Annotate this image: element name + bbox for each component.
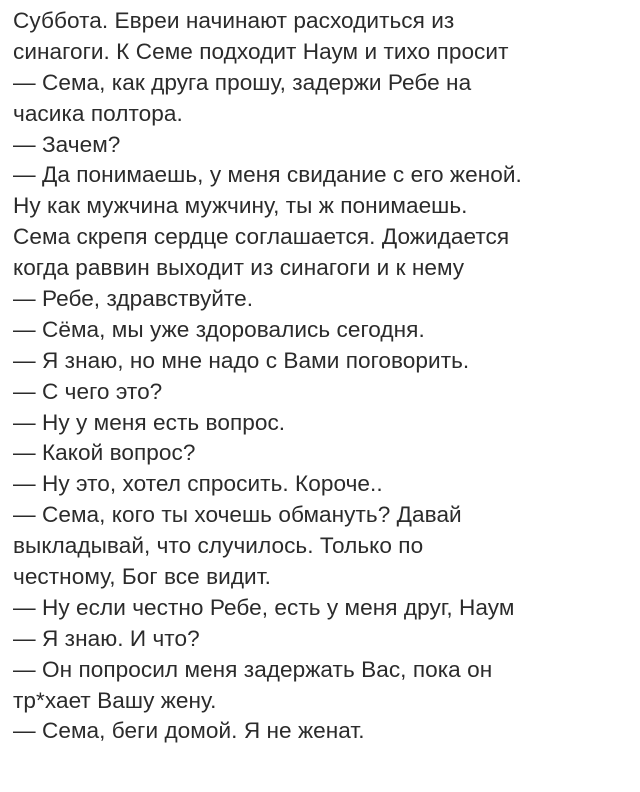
text-line: — Я знаю. И что? bbox=[13, 625, 200, 651]
text-line: часика полтора. bbox=[13, 100, 183, 126]
text-line: — Да понимаешь, у меня свидание с его женой. bbox=[13, 162, 522, 188]
text-line: Сема скрепя сердце соглашается. Дожидается bbox=[13, 224, 510, 250]
text-line: — Ну это, хотел спросить. Короче.. bbox=[13, 471, 383, 497]
text-line: — С чего это? bbox=[13, 378, 163, 404]
joke-text bbox=[13, 6, 635, 747]
text-line: — Сема, беги домой. Я не женат. bbox=[13, 718, 365, 744]
text-line: — Ребе, здравствуйте. bbox=[13, 286, 254, 312]
text-line: — Сема, кого ты хочешь обмануть? Давай bbox=[13, 502, 462, 528]
text-line: — Я знаю, но мне надо с Вами поговорить. bbox=[13, 347, 470, 373]
text-line: Ну как мужчина мужчину, ты ж понимаешь. bbox=[13, 193, 468, 219]
text-line: — Сема, как друга прошу, задержи Ребе на bbox=[13, 69, 472, 95]
text-line: — Зачем? bbox=[13, 131, 121, 157]
text-line: Суббота. Евреи начинают расходиться из bbox=[13, 8, 455, 33]
text-line: — Сёма, мы уже здоровались сегодня. bbox=[13, 316, 425, 342]
text-line: — Ну у меня есть вопрос. bbox=[13, 409, 286, 435]
text-line: честному, Бог все видит. bbox=[13, 564, 271, 590]
text-line: — Ну если честно Ребе, есть у меня друг, Наум bbox=[13, 594, 515, 620]
text-line: синагоги. К Семе подходит Наум и тихо просит bbox=[13, 38, 509, 64]
text-line: — Он попросил меня задержать Вас, пока он bbox=[13, 656, 493, 682]
text-line: выкладывай, что случилось. Только по bbox=[13, 533, 424, 559]
text-line: когда раввин выходит из синагоги и к нему bbox=[13, 255, 465, 281]
text-line: тр*хает Вашу жену. bbox=[13, 687, 217, 713]
text-line: — Какой вопрос? bbox=[13, 440, 196, 466]
